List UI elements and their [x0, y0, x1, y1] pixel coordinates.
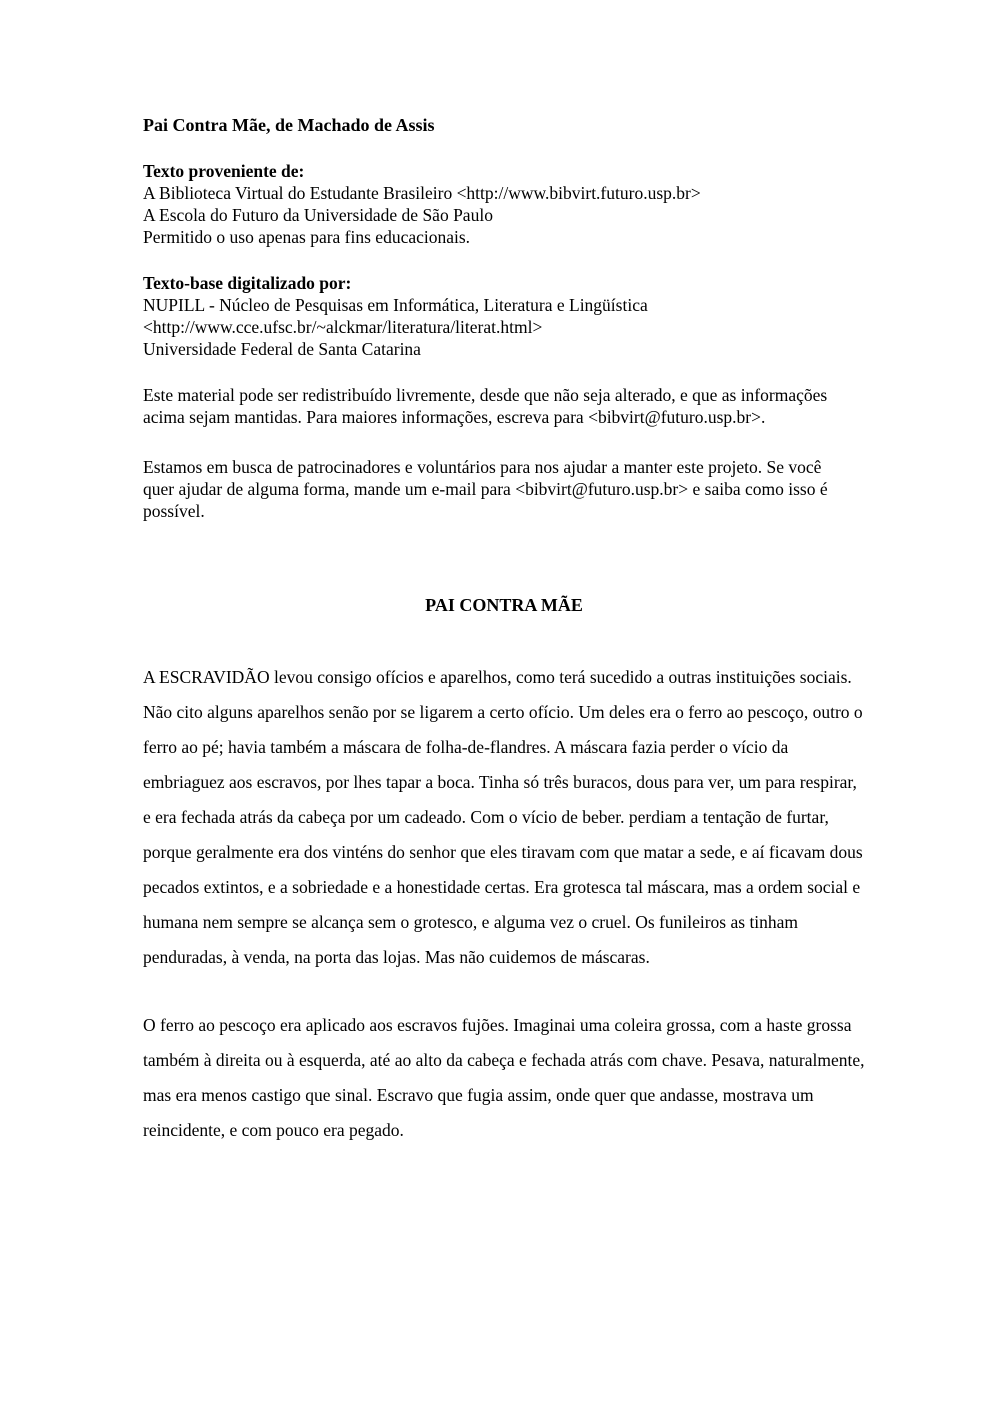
- provenance-line-source: A Biblioteca Virtual do Estudante Brasileiro <http://www.bibvirt.futuro.usp.br>: [143, 183, 701, 203]
- digitization-section: [143, 272, 865, 360]
- provenance-line-permission: Permitido o uso apenas para fins educacionais.: [143, 227, 471, 247]
- digitization-line-nupill: NUPILL - Núcleo de Pesquisas em Informática, Literatura e Lingüística: [143, 295, 648, 315]
- story-paragraph-2: O ferro ao pescoço era aplicado aos escravos fujões. Imaginai uma coleira grossa, com a haste grossa também à direita ou à esquerda, até ao alto da cabeça e fechada atrás com chave. Pesava, naturalmente, mas era menos castigo que sinal. Escravo que fugia assim, onde quer que andasse, mostrava um reincidente, e com pouco era pegado.: [143, 1015, 865, 1140]
- provenance-label: Texto proveniente de:: [143, 161, 305, 181]
- story-paragraph-1: A ESCRAVIDÃO levou consigo ofícios e aparelhos, como terá sucedido a outras instituições sociais. Não cito alguns aparelhos senão por se ligarem a certo ofício. Um deles era o ferro ao pescoço, outro o ferro ao pé; havia também a máscara de folha-de-flandres. A máscara fazia perder o vício da embriaguez aos escravos, por lhes tapar a boca. Tinha só três buracos, dous para ver, um para respirar, e era fechada atrás da cabeça por um cadeado. Com o vício de beber. perdiam a tentação de furtar, porque geralmente era dos vinténs do senhor que eles tiravam com que matar a sede, e aí ficavam dous pecados extintos, e a sobriedade e a honestidade certas. Era grotesca tal máscara, mas a ordem social e humana nem sempre se alcança sem o grotesco, e alguma vez o cruel. Os funileiros as tinham penduradas, à venda, na porta das lojas. Mas não cuidemos de máscaras.: [143, 667, 863, 967]
- document-title: Pai Contra Mãe, de Machado de Assis: [143, 115, 435, 135]
- digitization-label: Texto-base digitalizado por:: [143, 273, 352, 293]
- story-heading: PAI CONTRA MÃE: [425, 595, 583, 615]
- digitization-line-university: Universidade Federal de Santa Catarina: [143, 339, 421, 359]
- sponsorship-notice: Estamos em busca de patrocinadores e voluntários para nos ajudar a manter este projeto. Se você quer ajudar de alguma forma, mande um e-mail para <bibvirt@futuro.usp.br> e saiba como isso é possível.: [143, 457, 828, 521]
- provenance-line-institution: A Escola do Futuro da Universidade de São Paulo: [143, 205, 493, 225]
- digitization-line-url: <http://www.cce.ufsc.br/~alckmar/literatura/literat.html>: [143, 317, 543, 337]
- redistribution-notice: Este material pode ser redistribuído livremente, desde que não seja alterado, e que as informações acima sejam mantidas. Para maiores informações, escreva para <bibvirt@futuro.usp.br>.: [143, 385, 828, 427]
- page-content: [143, 114, 865, 1181]
- provenance-section: [143, 160, 865, 248]
